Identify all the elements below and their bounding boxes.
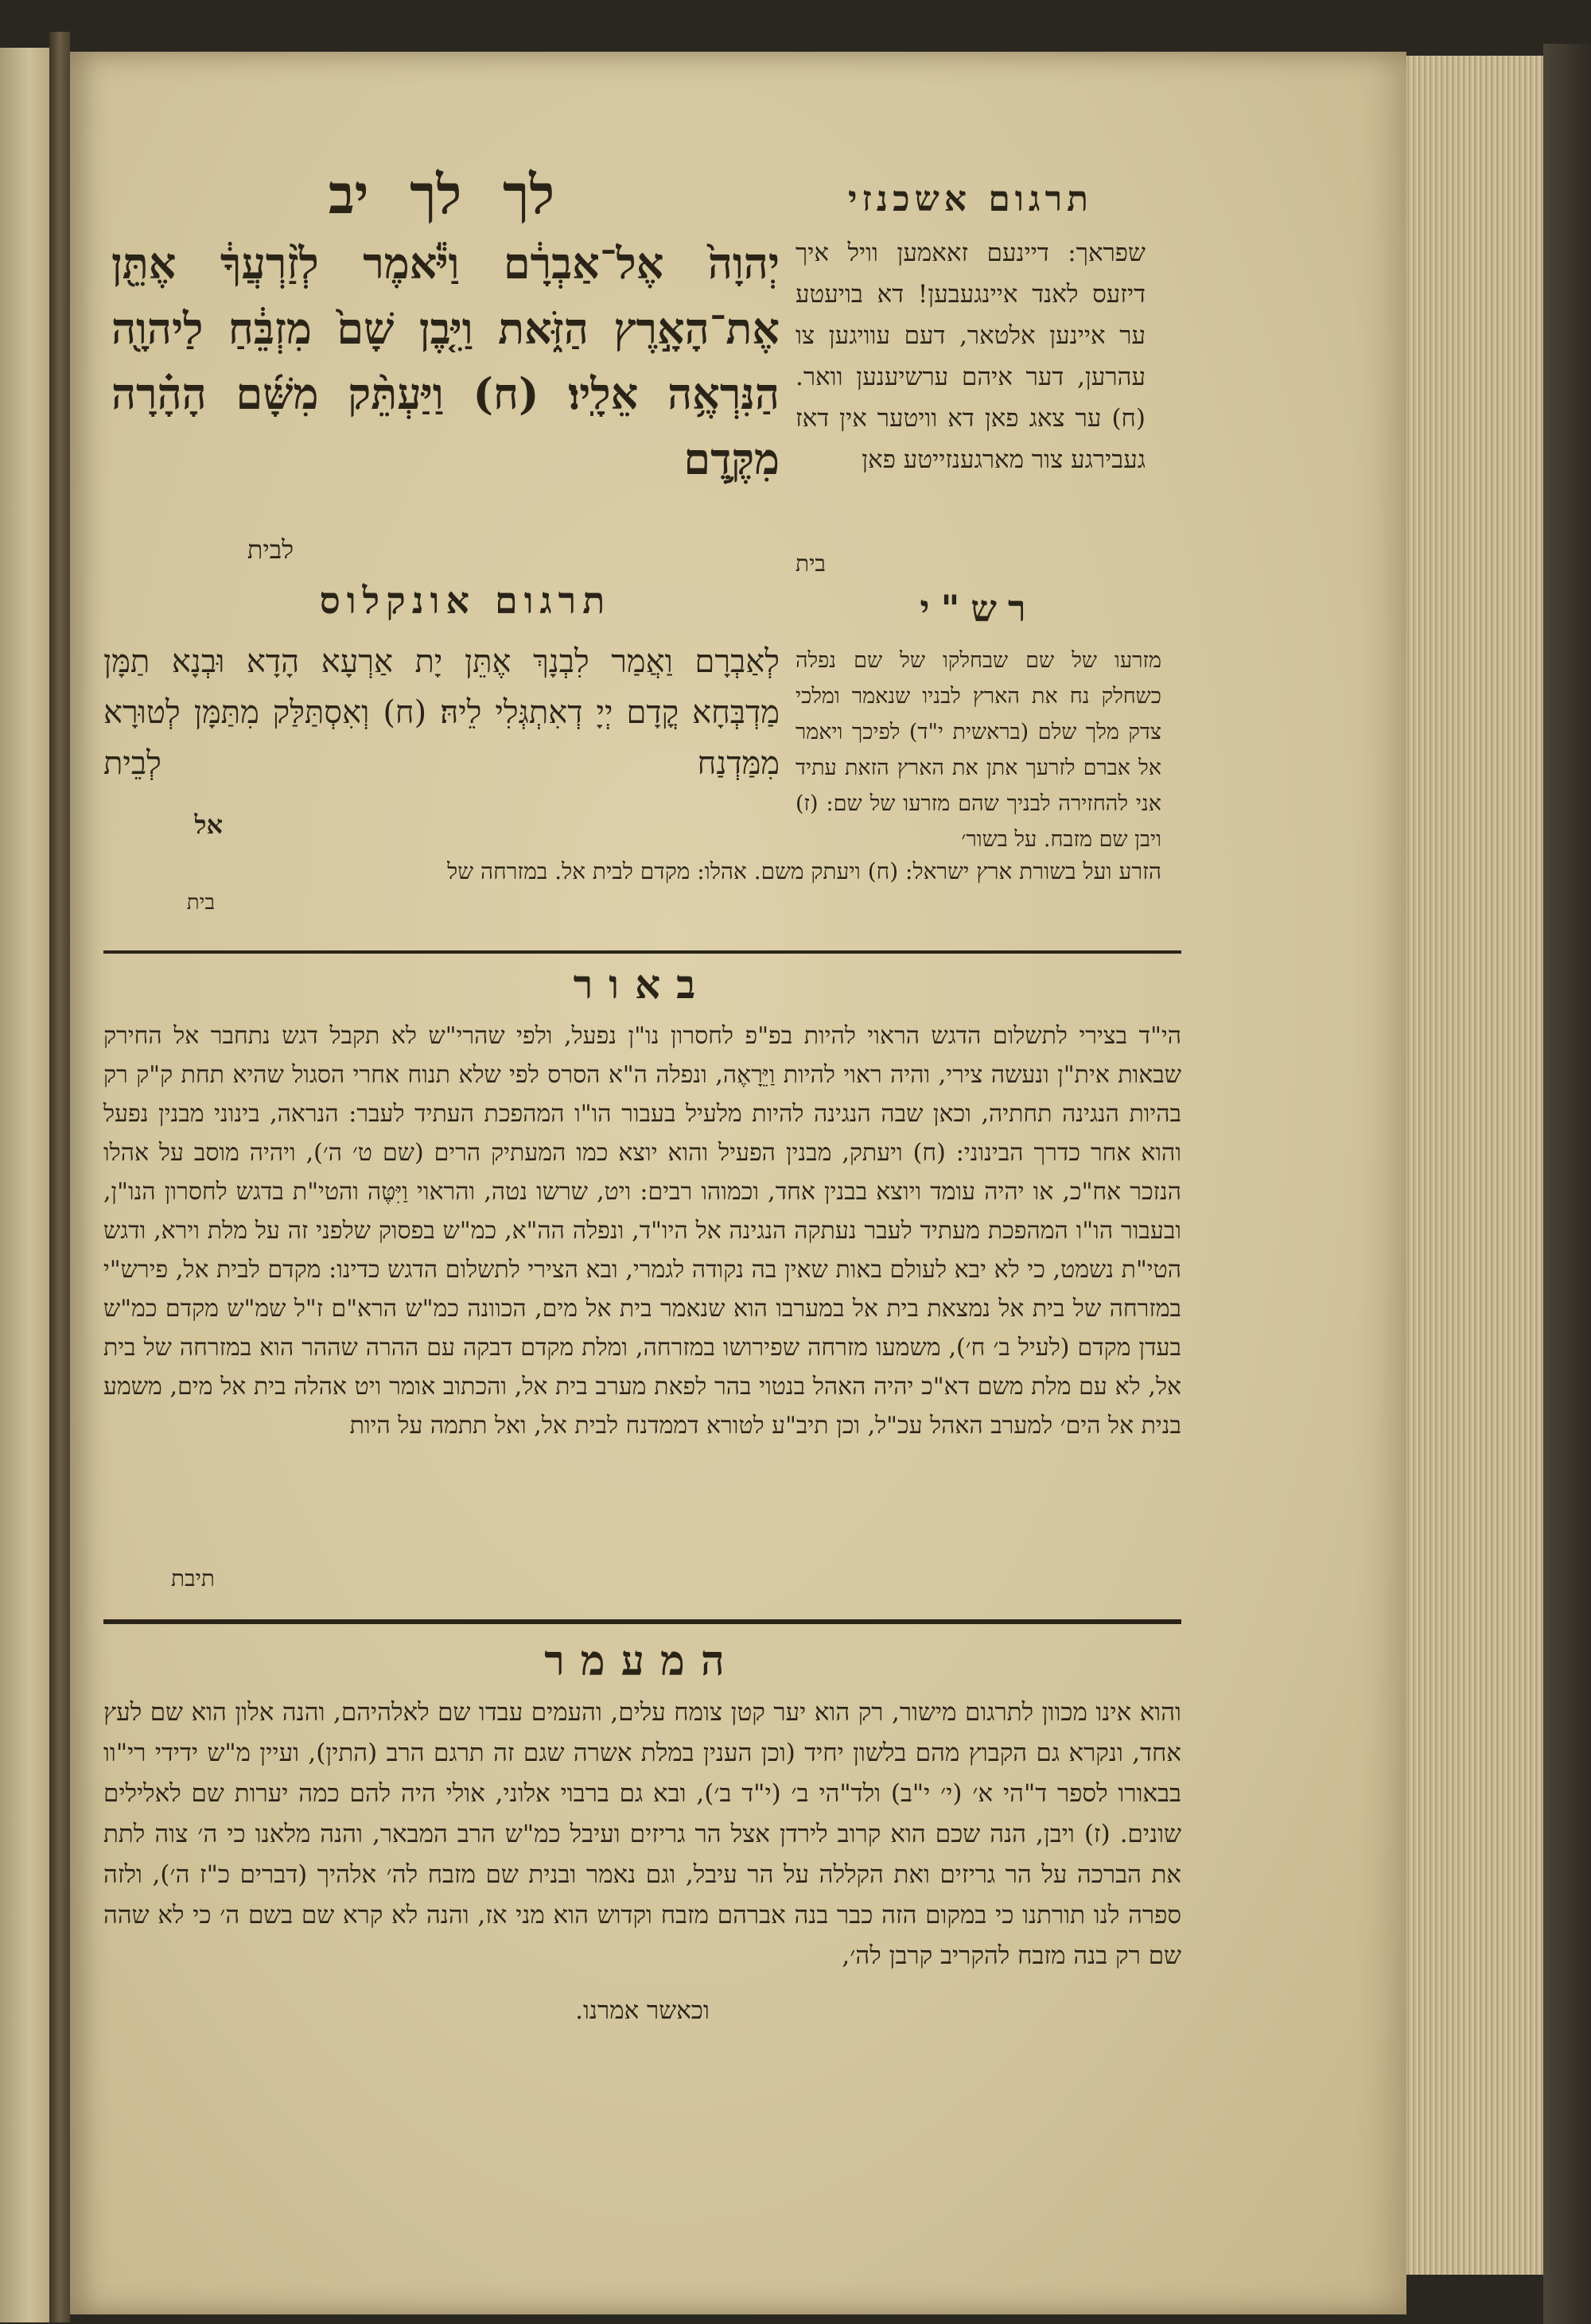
meamer-closing: וכאשר אמרנו. — [575, 1996, 710, 2025]
meamer-title: המעמר — [544, 1637, 741, 1685]
onkelos-text: לְאַבְרָם וַאֲמַר לִבְנָךְ אֶתֵּן יָת אַרְעָא הָדָא וּבְנָא תַמָּן מַדְבְּחָא קֳדָם יְיָ דְאִתְגְּלִי לֵיהּ׃ (ח) וְאִסְתַּלַּק מִתַּמָּן לְטוּרָא מִמַּדְנַח לְבֵית — [103, 643, 780, 782]
portion-header: לך לך יב — [328, 163, 555, 227]
rashi-catchword: בית — [186, 891, 215, 915]
section-divider — [103, 950, 1181, 954]
book-cover — [1543, 44, 1591, 2324]
meamer-text: והוא אינו מכוון לתרגום מישור, רק הוא יער קטן צומח עלים, והעמים עבדו שם לאלהיהם, והנה אלון הוא שם לעץ אחד, ונקרא גם הקבוץ מהם בלשון יחיד (וכן הענין במלת אשרה שגם זה תרגם הרב (התין), ועיין מ"ש ידידי רי"וו בבאורו לספר ד"הי א׳ (י׳ י"ב) ולד"הי ב׳ (י"ד ב׳), ובא גם ברבוי אלוני, אולי היה להם כמה יערות שם לאלילים שונים. (ז) ויבן, הנה שכם הוא קרוב לירדן אצל הר גריזים ועיבל כמ"ש הרב המבאר, והנה מלאנו כי ה׳ צוה לתת את הברכה על הר גריזים ואת הקללה על הר עיבל, וגם נאמר ובנית שם מזבח לה׳ אלהיך (דברים כ"ז ה׳), ולזה ספרה לנו תורתנו כי במקום הזה כבר בנה אברהם מזבח וקדוש הוא מני אז, והנה לא קרא שם בשם ה׳ כי לא שהה שם רק בנה מזבח להקריב קרבן לה׳, — [103, 1698, 1181, 1970]
facing-page-edge — [0, 48, 49, 2322]
onkelos-title: תרגום אונקלוס — [319, 579, 612, 622]
biur-text: הי"ד בצירי לתשלום הדגש הראוי להיות בפ"פ לחסרון נו"ן נפעל, ולפי שהרי"ש לא תקבל דגש נתחבר אל החירק שבאות אית"ן ונעשה צירי, והיה ראוי להיות וַיֵּרָאֶה, ונפלה ה"א הסרס לפי שלא תנוח אחרי הסגול שהיא תחת ק"ק רק בהיות הנגינה תחתיה, וכאן שבה הנגינה להיות מלעיל בעבור הו"ו המהפכת העתיד לעבר: הנראה, בינוני מבנין נפעל והוא אחר כדרך הבינוני: (ח) ויעתק, מבנין הפעיל והוא יוצא כמו המעתיק הרים (שם ט׳ ה׳), ויהיה מוסב על אהלו הנזכר אח"כ, או יהיה עומד ויוצא בבנין אחד, וכמוהו רבים: ויט, שרשו נטה, והראוי וַיִּטֶּה והטי"ת בדגש לחסרון הנו"ן, ובעבור הו"ו המהפכת מעתיד לעבר נעתקה הנגינה אל היו"ד, ונפלה הה"א, כמ"ש בפסוק שלפני זה על מלת וירא, ודגש הטי"ת נשמט, כי לא יבא לעולם באות שאין בה נקודה לגמרי, ובא הצירי לתשלום הדגש כדינו: מקדם לבית אל, פירש"י במזרחה של בית אל נמצאת בית אל במערבו הוא שנאמר בית אל מים, הכוונה כמ"ש הרא"ם ז"ל שמ"ש מקדם כמ"ש בעדן מקדם (לעיל ב׳ ח׳), משמעו מזרחה שפירושו במזרחה, ומלת מקדם דבקה עם ההרה שההר הוא במזרחה של בית אל, לא עם מלת משם דא"כ יהיה האהל בנטוי בהר לפאת מערב בית אל, והכתוב אומר ויט אהלה בית אל מים, משמע בנית אל הים׳ למערב האהל עכ"ל, וכן תיב"ע לטורא דממדנח לבית אל, ואל תתמה על היות — [103, 1022, 1181, 1440]
rashi-last-line: הזרע ועל בשורת ארץ ישראל: (ח) ויעתק משם. אהלו: מקדם לבית אל. במזרחה של — [447, 858, 1161, 884]
biur-title: באור — [573, 961, 712, 1008]
torah-catchword: לבית — [247, 534, 294, 565]
rashi-title: רש"י — [920, 587, 1037, 630]
ashkenazi-catchword: בית — [796, 550, 826, 577]
page-stack-edges — [1384, 56, 1546, 2275]
book-gutter — [49, 32, 70, 2322]
biur-catchword: תיבת — [171, 1565, 215, 1591]
torah-verse-text: יְהוָה֙ אֶל־אַבְרָ֔ם וַיֹּ֕אמֶר לְזַ֨רְעֲךָ֔ אֶתֵּ֖ן אֶת־הָאָ֣רֶץ הַזֹּ֑את וַיִּ֤בֶן שָׁם֙ מִזְבֵּ֔חַ לַיהוָ֖ה הַנִּרְאֶ֥ה אֵלָֽיו׃ (ח) וַיַּעְתֵּ֨ק מִשָּׁ֜ם הָהָ֗רָה מִקֶּ֛דֶם — [111, 238, 780, 484]
ashkenazi-targum-text: שפראך: דיינעם זאאמען וויל איך דיזעס לאנד איינגעבען! דא בויעטע ער איינען אלטאר, דעם עוויגען צו עהרען, דער איהם ערשיענען וואר. (ח) ער צאג פאן דא וויטער אין דאז געבירגע צור מארגענזייטע פאן — [796, 239, 1146, 474]
rashi-text: מזרעו של שם שבחלקו של שם נפלה כשחלק נח את הארץ לבניו שנאמר ומלכי צדק מלך שלם (בראשית י"ד) לפיכך ויאמר אל אברם לזרעך אתן את הארץ הזאת עתיד אני להחזירה לבניך שהם מזרעו של שם: (ז) ויבן שם מזבח. על בשור׳ — [796, 648, 1161, 852]
onkelos-catchword: אל — [194, 810, 223, 840]
section-divider-thick — [103, 1619, 1181, 1624]
ashkenazi-targum-title: תרגום אשכנזי — [847, 179, 1094, 220]
